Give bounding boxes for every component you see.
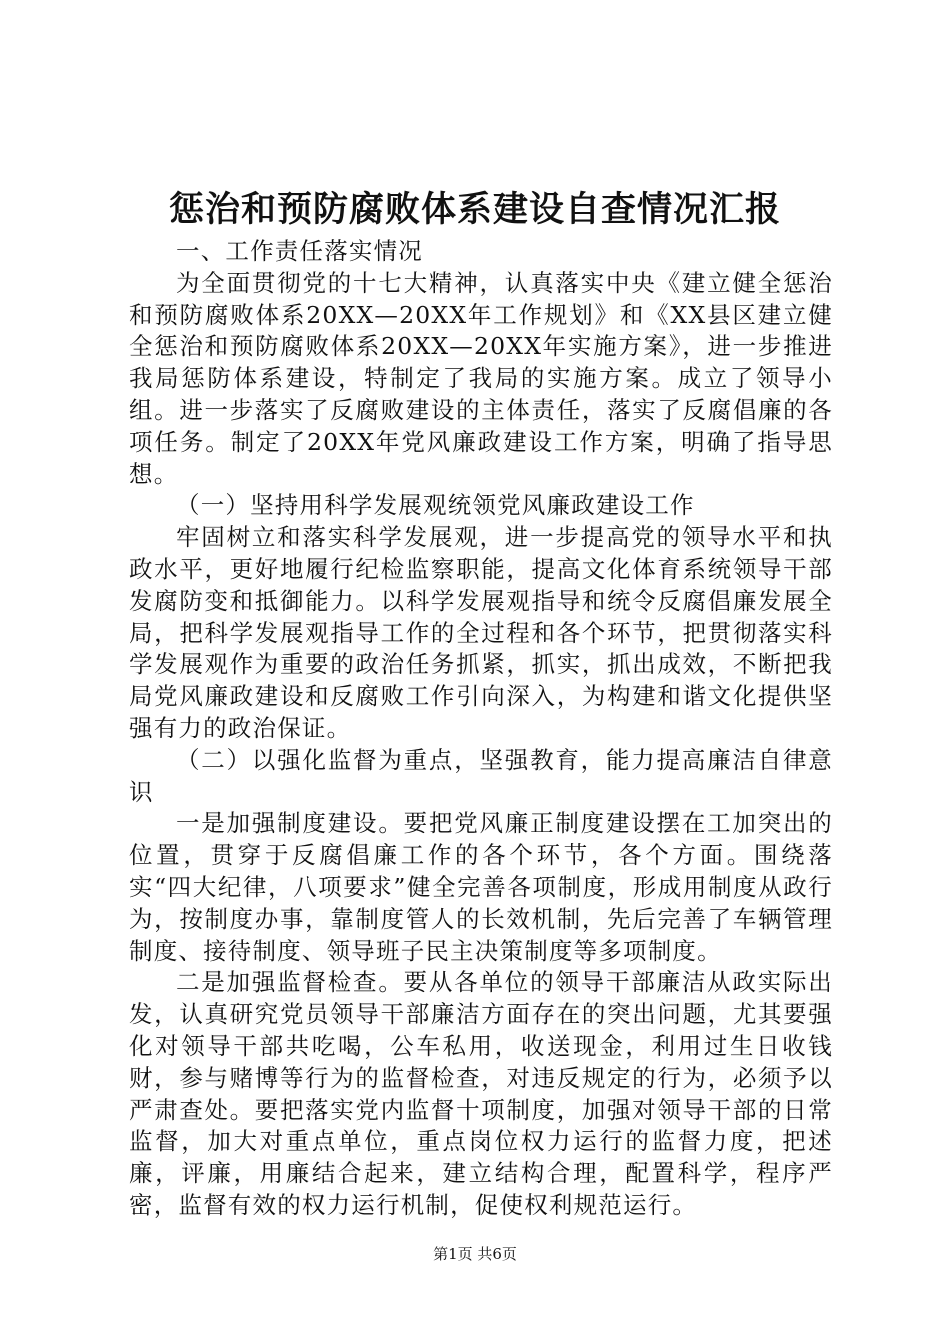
- paragraph: 牢固树立和落实科学发展观，进一步提高党的领导水平和执政水平，更好地履行纪检监察职能，提高文化体育系统领导干部发腐防变和抵御能力。以科学发展观指导和统令反腐倡廉发展全局，把科学发展观指导工作的全过程和各个环节，把贯彻落实科学发展观作为重要的政治任务抓紧，抓实，抓出成效，不断把我局党风廉政建设和反腐败工作引向深入，为构建和谐文化提供坚强有力的政治保证。: [129, 523, 833, 742]
- paragraph: 一是加强制度建设。要把党风廉正制度建设摆在工加突出的位置，贯穿于反腐倡廉工作的各个环节，各个方面。围绕落实“四大纪律，八项要求”健全完善各项制度，形成用制度从政行为，按制度办事，靠制度管人的长效机制，先后完善了车辆管理制度、接待制度、领导班子民主决策制度等多项制度。: [129, 809, 833, 965]
- paragraph: 二是加强监督检查。要从各单位的领导干部廉洁从政实际出发，认真研究党员领导干部廉洁方面存在的突出问题，尤其要强化对领导干部共吃喝，公车私用，收送现金，利用过生日收钱财，参与赌博等行为的监督检查，对违反规定的行为，必须予以严肃查处。要把落实党内监督十项制度，加强对领导干部的日常监督，加大对重点单位，重点岗位权力运行的监督力度，把述廉，评廉，用廉结合起来，建立结构合理，配置科学，程序严密，监督有效的权力运行机制，促使权利规范运行。: [129, 968, 833, 1219]
- subsection-heading-2: （二）以强化监督为重点，坚强教育，能力提高廉洁自律意识: [129, 745, 833, 806]
- document-title: 惩治和预防腐败体系建设自查情况汇报: [168, 189, 781, 230]
- paragraph: 为全面贯彻党的十七大精神，认真落实中央《建立健全惩治和预防腐败体系20XX—20XX年工作规划》和《XX县区建立健全惩治和预防腐败体系20XX—20XX年实施方案》，进一步推进我局惩防体系建设，特制定了我局的实施方案。成立了领导小组。进一步落实了反腐败建设的主体责任，落实了反腐倡廉的各项任务。制定了20XX年党风廉政建设工作方案，明确了指导思想。: [129, 268, 833, 488]
- section-heading-1: 一、工作责任落实情况: [176, 237, 423, 265]
- subsection-heading-1: （一）坚持用科学发展观统领党风廉政建设工作: [176, 491, 695, 520]
- document-body: [129, 236, 833, 1222]
- page-number-footer: 第1页 共6页: [433, 1245, 517, 1263]
